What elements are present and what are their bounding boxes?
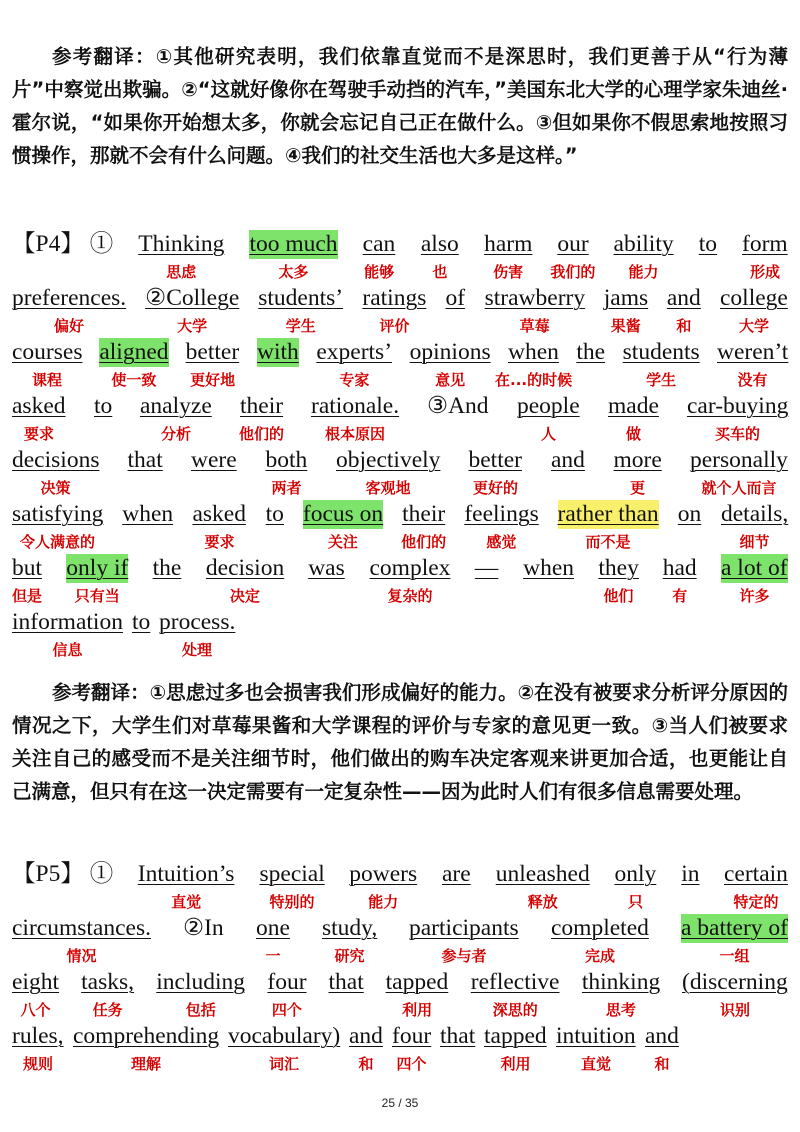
english-word: to <box>265 501 284 527</box>
english-word: also <box>420 231 459 257</box>
english-word: better <box>185 339 240 365</box>
chinese-gloss: 人 <box>541 425 557 443</box>
english-word: objectively <box>336 447 441 473</box>
chinese-gloss: 深思的 <box>492 1001 538 1019</box>
text-line <box>12 968 792 1019</box>
english-word: ability <box>613 231 674 257</box>
chinese-gloss: 形成 <box>750 263 781 281</box>
english-word: Intuition’s <box>137 861 235 887</box>
english-word: certain <box>724 861 788 887</box>
english-word: were <box>191 447 237 473</box>
translation-p4: 参考翻译：①思虑过多也会损害我们形成偏好的能力。②在没有被要求分析评分原因的情况之下，大学生们对草莓果酱和大学课程的评价与专家的意见更一致。③当人们被要求关注自己的感受而不是关注细节时，他们做出的购车决定客观来讲更加合适，也更能让自己满意，但只有在这一决定需要有一定复杂性——因为此时人们有很多信息需要处理。 <box>12 681 788 803</box>
highlighted-phrase: only if <box>66 555 129 581</box>
english-word: Thinking <box>138 231 225 257</box>
chinese-gloss: 细节 <box>739 533 770 551</box>
highlighted-phrase: too much <box>249 231 338 257</box>
text-line <box>12 1022 792 1073</box>
english-word: asked <box>12 393 66 419</box>
english-word: comprehending <box>73 1023 220 1049</box>
chinese-gloss: 复杂的 <box>387 587 433 605</box>
chinese-gloss: 和 <box>358 1055 374 1073</box>
english-word: the <box>576 339 606 365</box>
chinese-gloss: 四个 <box>271 1001 302 1019</box>
chinese-gloss: 处理 <box>182 641 213 659</box>
english-word: participants <box>409 915 519 941</box>
english-word: in <box>681 861 700 887</box>
chinese-gloss: 四个 <box>396 1055 427 1073</box>
chinese-gloss: 和 <box>654 1055 670 1073</box>
chinese-gloss: 令人满意的 <box>20 533 96 551</box>
chinese-gloss: 根本原因 <box>325 425 386 443</box>
english-word: but <box>12 555 43 581</box>
chinese-gloss: 利用 <box>500 1055 531 1073</box>
text-line <box>12 446 792 497</box>
chinese-gloss: 理解 <box>131 1055 162 1073</box>
english-word: circumstances. <box>12 915 151 941</box>
english-word: ratings <box>362 285 427 311</box>
english-word: better <box>468 447 522 473</box>
highlighted-phrase: with <box>257 339 299 365</box>
english-word: when <box>523 555 574 581</box>
highlighted-phrase: rather than <box>557 501 659 527</box>
english-word: students <box>622 339 700 365</box>
chinese-gloss: 一组 <box>719 947 750 965</box>
english-word: when <box>508 339 559 365</box>
chinese-gloss: 八个 <box>20 1001 51 1019</box>
highlighted-phrase: a battery of <box>681 915 789 941</box>
page-number: 25 / 35 <box>381 1096 419 1110</box>
english-word: and <box>666 285 701 311</box>
english-word: ②In <box>183 915 224 941</box>
english-word: analyze <box>140 393 212 419</box>
chinese-gloss: 关注 <box>327 533 358 551</box>
chinese-gloss: 能力 <box>368 893 399 911</box>
english-word: special <box>259 861 325 887</box>
english-word: ③And <box>427 393 489 419</box>
english-word: decisions <box>12 447 100 473</box>
english-word: experts’ <box>316 339 393 365</box>
highlighted-phrase: a lot of <box>721 555 788 581</box>
chinese-gloss: 更 <box>630 479 646 497</box>
english-word: ②College <box>145 285 240 311</box>
english-word: rules, <box>12 1023 64 1049</box>
chinese-gloss: 买车的 <box>715 425 761 443</box>
english-word: reflective <box>470 969 560 995</box>
translation-p3: 参考翻译：①其他研究表明，我们依靠直觉而不是深思时，我们更善于从“行为薄片”中察觉出欺骗。②“这就好像你在驾驶手动挡的汽车，”美国东北大学的心理学家朱迪丝·霍尔说，“如果你开始想太多，你就会忘记自己正在做什么。③但如果你不假思索地按照习惯操作，那就不会有什么问题。④我们的社交生活也大多是这样。” <box>12 45 788 167</box>
english-word: the <box>152 555 182 581</box>
chinese-gloss: 更好的 <box>473 479 519 497</box>
english-word: vocabulary) <box>228 1023 341 1049</box>
chinese-gloss: 他们 <box>603 587 634 605</box>
chinese-gloss: 专家 <box>339 371 370 389</box>
english-word: form <box>742 231 788 257</box>
chinese-gloss: 利用 <box>402 1001 433 1019</box>
english-word: completed <box>551 915 649 941</box>
english-word: including <box>156 969 246 995</box>
chinese-gloss: 偏好 <box>54 317 85 335</box>
text-line <box>12 230 792 281</box>
english-word: rationale. <box>311 393 400 419</box>
english-word: their <box>240 393 284 419</box>
chinese-gloss: 课程 <box>32 371 63 389</box>
english-word: harm <box>484 231 533 257</box>
chinese-gloss: 学生 <box>646 371 677 389</box>
chinese-gloss: 决定 <box>229 587 260 605</box>
english-word: tapped <box>385 969 449 995</box>
english-word: strawberry <box>484 285 586 311</box>
english-word: one <box>256 915 290 941</box>
chinese-gloss: 参与者 <box>441 947 487 965</box>
chinese-gloss: 我们的 <box>550 263 596 281</box>
english-word: to <box>698 231 718 257</box>
chinese-gloss: 直觉 <box>171 893 202 911</box>
chinese-gloss: 信息 <box>52 641 83 659</box>
chinese-gloss: 而不是 <box>585 533 631 551</box>
chinese-gloss: 大学 <box>177 317 208 335</box>
english-word: are <box>442 861 471 887</box>
chinese-gloss: 识别 <box>720 1001 751 1019</box>
text-line <box>12 554 792 605</box>
english-word: (discerning <box>682 969 788 995</box>
english-word: was <box>308 555 345 581</box>
english-word: to <box>94 393 113 419</box>
english-word: — <box>474 555 499 581</box>
chinese-gloss: 有 <box>672 587 688 605</box>
chinese-gloss: 没有 <box>737 371 768 389</box>
english-word: satisfying <box>12 501 104 527</box>
english-word: unleashed <box>495 861 590 887</box>
chinese-gloss: 两者 <box>271 479 302 497</box>
chinese-gloss: 也 <box>432 263 448 281</box>
chinese-gloss: 只 <box>628 893 644 911</box>
english-word: had <box>662 555 697 581</box>
chinese-gloss: 和 <box>676 317 692 335</box>
english-word: weren’t <box>717 339 789 365</box>
chinese-gloss: 感觉 <box>486 533 517 551</box>
chinese-gloss: 能力 <box>628 263 659 281</box>
english-word: people <box>517 393 580 419</box>
chinese-gloss: 释放 <box>527 893 558 911</box>
chinese-gloss: 草莓 <box>519 317 550 335</box>
english-word: can <box>362 231 396 257</box>
english-word: and <box>349 1023 383 1049</box>
english-word: college <box>720 285 788 311</box>
chinese-gloss: 但是 <box>12 587 43 605</box>
english-word: tasks, <box>81 969 134 995</box>
english-word: process. <box>159 609 236 635</box>
chinese-gloss: 更好地 <box>190 371 236 389</box>
english-word: 【P5】 ① <box>12 861 114 887</box>
english-word: of <box>445 285 466 311</box>
text-line <box>12 608 792 659</box>
chinese-gloss: 包括 <box>185 1001 216 1019</box>
english-word: students’ <box>258 285 344 311</box>
english-word: asked <box>192 501 246 527</box>
english-word: tapped <box>484 1023 547 1049</box>
chinese-gloss: 就个人而言 <box>701 479 777 497</box>
english-word: intuition <box>556 1023 636 1049</box>
chinese-gloss: 做 <box>626 425 642 443</box>
chinese-gloss: 意见 <box>435 371 466 389</box>
english-word: powers <box>349 861 418 887</box>
chinese-gloss: 使一致 <box>111 371 157 389</box>
english-word: to <box>132 609 151 635</box>
chinese-gloss: 规则 <box>23 1055 54 1073</box>
text-line <box>12 860 792 911</box>
chinese-gloss: 要求 <box>24 425 55 443</box>
chinese-gloss: 客观地 <box>365 479 411 497</box>
english-word: on <box>677 501 702 527</box>
text-line <box>12 392 792 443</box>
english-word: and <box>551 447 585 473</box>
english-word: complex <box>369 555 451 581</box>
chinese-gloss: 特别的 <box>269 893 315 911</box>
english-word: personally <box>690 447 788 473</box>
chinese-gloss: 他们的 <box>401 533 447 551</box>
english-word: made <box>608 393 659 419</box>
english-word: 【P4】 ① <box>12 231 114 257</box>
english-word: car-buying <box>687 393 789 419</box>
chinese-gloss: 研究 <box>334 947 365 965</box>
english-word: that <box>440 1023 476 1049</box>
chinese-gloss: 伤害 <box>493 263 524 281</box>
english-word: decision <box>205 555 285 581</box>
english-word: study, <box>322 915 378 941</box>
english-word: our <box>557 231 589 257</box>
chinese-gloss: 一 <box>265 947 281 965</box>
english-word: more <box>613 447 662 473</box>
english-word: preferences. <box>12 285 127 311</box>
chinese-gloss: 大学 <box>739 317 770 335</box>
text-line <box>12 284 792 335</box>
chinese-gloss: 思虑 <box>166 263 197 281</box>
english-word: information <box>12 609 123 635</box>
chinese-gloss: 情况 <box>66 947 97 965</box>
text-line <box>12 500 792 551</box>
highlighted-phrase: aligned <box>99 339 169 365</box>
chinese-gloss: 许多 <box>739 587 770 605</box>
chinese-gloss: 任务 <box>92 1001 123 1019</box>
chinese-gloss: 评价 <box>379 317 410 335</box>
chinese-gloss: 完成 <box>585 947 616 965</box>
chinese-gloss: 他们的 <box>239 425 285 443</box>
chinese-gloss: 词汇 <box>269 1055 300 1073</box>
chinese-gloss: 思考 <box>605 1001 636 1019</box>
english-word: both <box>265 447 308 473</box>
chinese-gloss: 只有当 <box>74 587 120 605</box>
chinese-gloss: 能够 <box>364 263 395 281</box>
chinese-gloss: 分析 <box>161 425 192 443</box>
english-word: jams <box>603 285 649 311</box>
chinese-gloss: 太多 <box>278 263 309 281</box>
english-word: their <box>402 501 446 527</box>
highlighted-phrase: focus on <box>302 501 384 527</box>
english-word: that <box>328 969 364 995</box>
chinese-gloss: 学生 <box>285 317 316 335</box>
english-word: only <box>614 861 657 887</box>
english-word: opinions <box>409 339 491 365</box>
english-word: four <box>392 1023 432 1049</box>
english-word: they <box>598 555 639 581</box>
text-line <box>12 338 792 389</box>
english-word: courses <box>12 339 83 365</box>
chinese-gloss: 决策 <box>40 479 71 497</box>
english-word: that <box>127 447 163 473</box>
chinese-gloss: 果酱 <box>610 317 641 335</box>
chinese-gloss: 要求 <box>204 533 235 551</box>
english-word: thinking <box>581 969 661 995</box>
english-word: feelings <box>464 501 539 527</box>
chinese-gloss: 特定的 <box>733 893 779 911</box>
english-word: details, <box>721 501 789 527</box>
text-line <box>12 914 792 965</box>
english-word: and <box>645 1023 679 1049</box>
chinese-gloss: 在...的时候 <box>495 371 573 389</box>
english-word: four <box>267 969 307 995</box>
english-word: eight <box>12 969 59 995</box>
chinese-gloss: 直觉 <box>581 1055 612 1073</box>
english-word: when <box>122 501 174 527</box>
